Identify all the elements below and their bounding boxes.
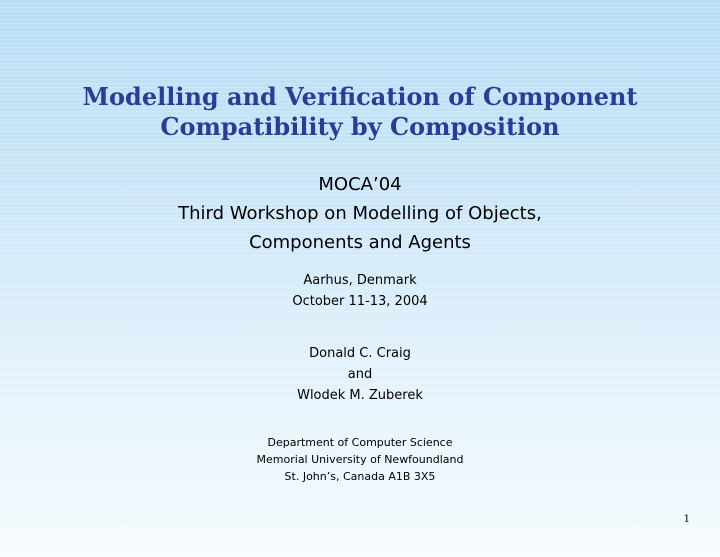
venue-info	[40, 270, 680, 312]
author-conjunction: and	[347, 367, 373, 382]
title-line-2: Compatibility by Composition	[160, 112, 560, 141]
affiliation-address: St. John’s, Canada A1B 3X5	[284, 470, 436, 483]
author-2: Wlodek M. Zuberek	[297, 388, 423, 403]
workshop-name-line-2: Components and Agents	[249, 232, 471, 253]
affiliation-university: Memorial University of Newfoundland	[256, 453, 464, 466]
slide-title	[40, 82, 680, 142]
authors	[40, 343, 680, 406]
workshop-name-line-1: Third Workshop on Modelling of Objects,	[178, 203, 542, 224]
affiliation	[40, 434, 680, 485]
author-1: Donald C. Craig	[309, 346, 411, 361]
workshop-info	[40, 170, 680, 257]
affiliation-department: Department of Computer Science	[267, 436, 453, 449]
venue-location: Aarhus, Denmark	[303, 273, 417, 288]
workshop-acronym: MOCA’04	[318, 174, 402, 195]
title-line-1: Modelling and Verification of Component	[82, 82, 638, 111]
venue-dates: October 11-13, 2004	[292, 294, 428, 309]
page-number: 1	[683, 514, 690, 525]
